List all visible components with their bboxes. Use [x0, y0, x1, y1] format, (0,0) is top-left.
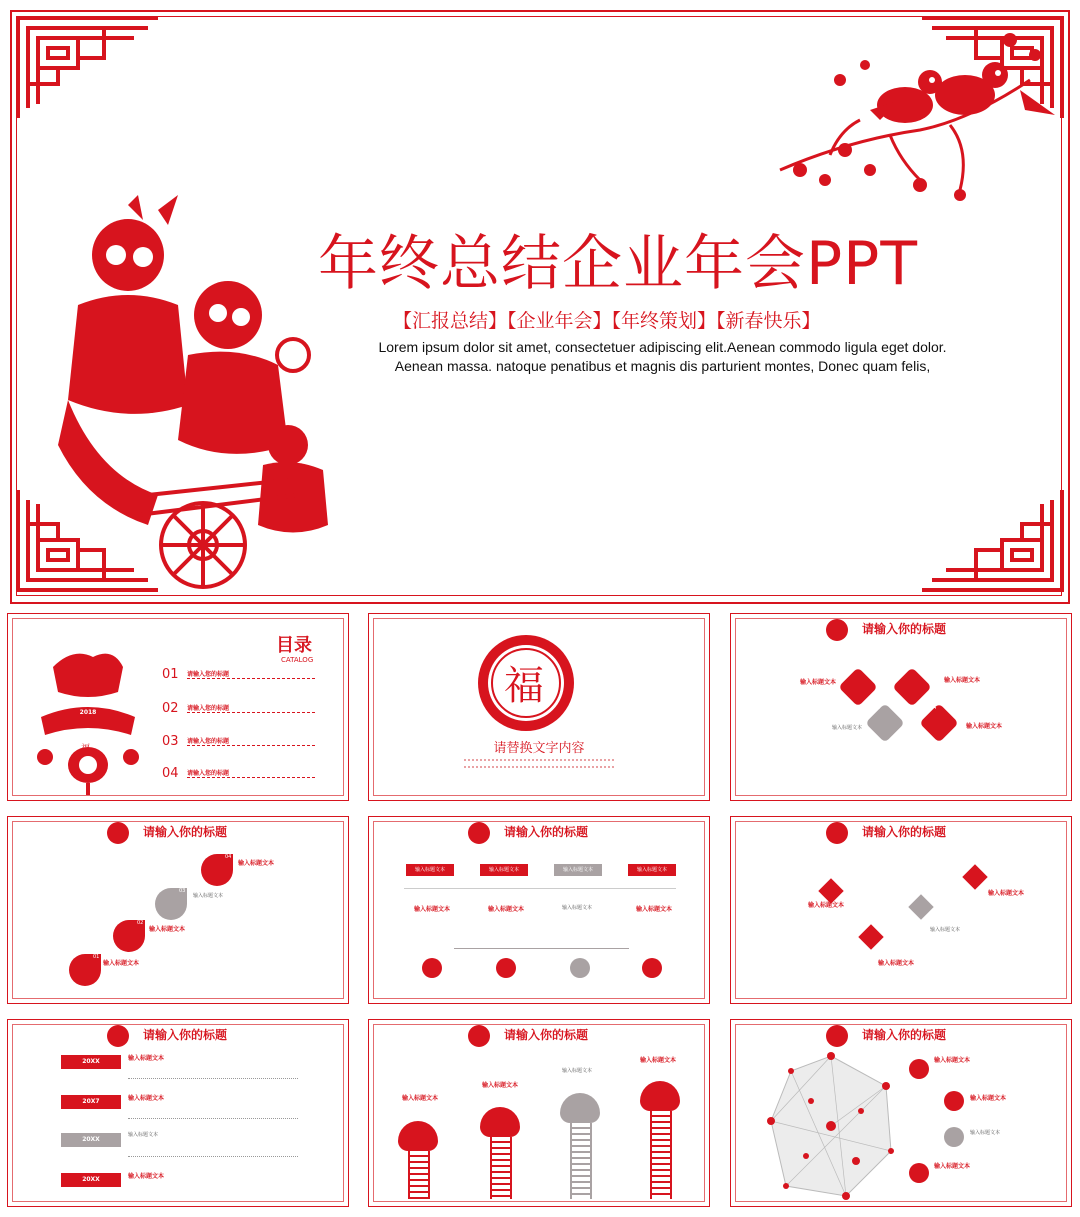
toc-item-label: 请输入您的标题 — [187, 738, 230, 745]
fu-small: 福 — [81, 744, 91, 754]
banner-year: 2018 — [79, 709, 97, 716]
year-label: 输入标题文本 — [128, 1132, 159, 1138]
slide-title: 请输入你的标题 — [504, 825, 589, 839]
slide-title: 请输入你的标题 — [143, 1028, 228, 1042]
lantern-icon — [107, 1025, 129, 1047]
placeholder-lines — [464, 759, 614, 761]
ladder — [570, 1123, 592, 1199]
bird-blossom-papercut-icon — [770, 20, 1060, 210]
timeline-label: 输入标题文本 — [636, 906, 673, 913]
toc-divider — [187, 678, 315, 679]
year-label: 输入标题文本 — [128, 1055, 165, 1062]
timeline-label: 输入标题文本 — [488, 906, 525, 913]
user-icon — [422, 958, 442, 978]
step-label: 输入标题文本 — [988, 890, 1025, 897]
timeline-tag: 输入标题文本 — [628, 864, 676, 876]
lantern-icon — [826, 1025, 848, 1047]
step-label: 输入标题文本 — [930, 927, 961, 933]
placeholder-lines — [464, 766, 614, 768]
speaker-icon — [909, 1059, 929, 1079]
lattice-corner-top-left — [14, 14, 164, 124]
year-tag: 20XX — [61, 1173, 121, 1187]
main-description — [340, 338, 985, 376]
toc-title: 目录 — [276, 635, 312, 656]
toc-item-label: 请输入您的标题 — [187, 705, 230, 712]
ladder — [408, 1151, 430, 1199]
lantern-icon — [468, 1025, 490, 1047]
lattice-corner-bottom-right — [916, 484, 1066, 594]
lantern-icon — [826, 619, 848, 641]
ladder — [490, 1137, 512, 1199]
main-title: 年终总结企业年会PPT — [318, 229, 919, 299]
step-label: 输入标题文本 — [149, 926, 186, 933]
slide-thumbnail-fu[interactable] — [364, 609, 714, 805]
timeline-tag: 输入标题文本 — [480, 864, 528, 876]
year-label: 输入标题文本 — [128, 1173, 165, 1180]
ladder-label: 输入标题文本 — [402, 1095, 439, 1102]
fu-caption: 请替换文字内容 — [493, 741, 585, 756]
dotted-line — [128, 1118, 298, 1119]
timeline-tag: 输入标题文本 — [554, 864, 602, 876]
description-line: Lorem ipsum dolor sit amet, consectetuer adipiscing elit.Aenean commodo ligula eget dolor. — [378, 339, 947, 355]
step-label: 输入标题文本 — [238, 860, 275, 867]
timeline-tag: 输入标题文本 — [406, 864, 454, 876]
year-tag: 20X7 — [61, 1095, 121, 1109]
slide-frame-inner — [735, 821, 1067, 999]
step-label: 输入标题文本 — [193, 893, 224, 899]
ladder-label: 输入标题文本 — [640, 1057, 677, 1064]
step-label: 输入标题文本 — [800, 679, 837, 686]
timeline-label: 输入标题文本 — [414, 906, 451, 913]
main-slide — [0, 0, 1080, 608]
toc-item-number: 04 — [162, 766, 179, 781]
network-label: 输入标题文本 — [934, 1057, 971, 1064]
network-label: 输入标题文本 — [970, 1095, 1007, 1102]
dotted-line — [128, 1156, 298, 1157]
description-line: Aenean massa. natoque penatibus et magnis dis parturient montes, Donec quam felis, — [394, 358, 931, 374]
arrow-line — [454, 948, 629, 949]
step-label: 输入标题文本 — [944, 677, 981, 684]
slide-thumbnail-ladders[interactable] — [364, 1015, 714, 1211]
main-subtitle: 【汇报总结】【企业年会】【年终策划】【新春快乐】 — [393, 310, 821, 332]
slide-thumbnail-years[interactable] — [3, 1015, 353, 1211]
toc-catalog: CATALOG — [281, 656, 314, 664]
step-number: 04 — [930, 705, 937, 711]
ladder-label: 输入标题文本 — [482, 1082, 519, 1089]
slide-title: 请输入你的标题 — [862, 825, 947, 839]
search-icon — [496, 958, 516, 978]
toc-item-number: 02 — [162, 701, 179, 716]
clipboard-icon — [909, 1163, 929, 1183]
slide-thumbnail-zigzag[interactable] — [726, 812, 1076, 1008]
toc-item-number: 01 — [162, 667, 179, 682]
slide-thumbnail-network[interactable] — [726, 1015, 1076, 1211]
network-graph-icon — [766, 1051, 896, 1201]
lantern-icon — [107, 822, 129, 844]
banner-text: HAPPY NEW YEAR — [57, 701, 119, 708]
slide-title: 请输入你的标题 — [504, 1028, 589, 1042]
slide-thumbnail-timeline[interactable] — [364, 812, 714, 1008]
step-number: 03 — [179, 888, 186, 894]
toc-divider — [187, 712, 315, 713]
ladder — [650, 1111, 672, 1199]
slide-frame-inner — [735, 618, 1067, 796]
step-label: 输入标题文本 — [103, 960, 140, 967]
toc-divider — [187, 777, 315, 778]
step-number: 03 — [874, 705, 881, 711]
network-label: 输入标题文本 — [934, 1163, 971, 1170]
slide-title: 请输入你的标题 — [862, 1028, 947, 1042]
step-label: 输入标题文本 — [808, 902, 845, 909]
fu-character: 福 — [504, 663, 544, 709]
timeline-label: 输入标题文本 — [562, 905, 593, 911]
medal-icon — [642, 958, 662, 978]
dog-lantern-icon — [33, 637, 143, 797]
slide-thumbnail-toc[interactable] — [3, 609, 353, 805]
slide-title: 请输入你的标题 — [143, 825, 228, 839]
chat-icon — [944, 1127, 964, 1147]
toc-divider — [187, 745, 315, 746]
step-number: 04 — [225, 854, 232, 860]
step-number: 02 — [902, 667, 909, 673]
slide-title: 请输入你的标题 — [862, 622, 947, 636]
dotted-line — [128, 1078, 298, 1079]
year-tag: 20XX — [61, 1055, 121, 1069]
target-icon — [944, 1091, 964, 1111]
step-number: 01 — [846, 667, 853, 673]
year-label: 输入标题文本 — [128, 1095, 165, 1102]
ladder-label: 输入标题文本 — [562, 1068, 593, 1074]
step-label: 输入标题文本 — [832, 725, 863, 731]
lantern-icon — [826, 822, 848, 844]
year-tag: 20XX — [61, 1133, 121, 1147]
network-label: 输入标题文本 — [970, 1130, 1001, 1136]
children-papercut-icon — [38, 195, 338, 600]
timeline-line — [404, 888, 676, 889]
slide-thumbnail-diamonds[interactable] — [726, 609, 1076, 805]
gear-icon — [570, 958, 590, 978]
slide-thumbnail-drops[interactable] — [3, 812, 353, 1008]
lantern-icon — [468, 822, 490, 844]
toc-item-label: 请输入您的标题 — [187, 671, 230, 678]
step-number: 02 — [137, 920, 144, 926]
step-label: 输入标题文本 — [878, 960, 915, 967]
toc-item-label: 请输入您的标题 — [187, 770, 230, 777]
toc-item-number: 03 — [162, 734, 179, 749]
step-label: 输入标题文本 — [966, 723, 1003, 730]
step-number: 01 — [93, 954, 100, 960]
